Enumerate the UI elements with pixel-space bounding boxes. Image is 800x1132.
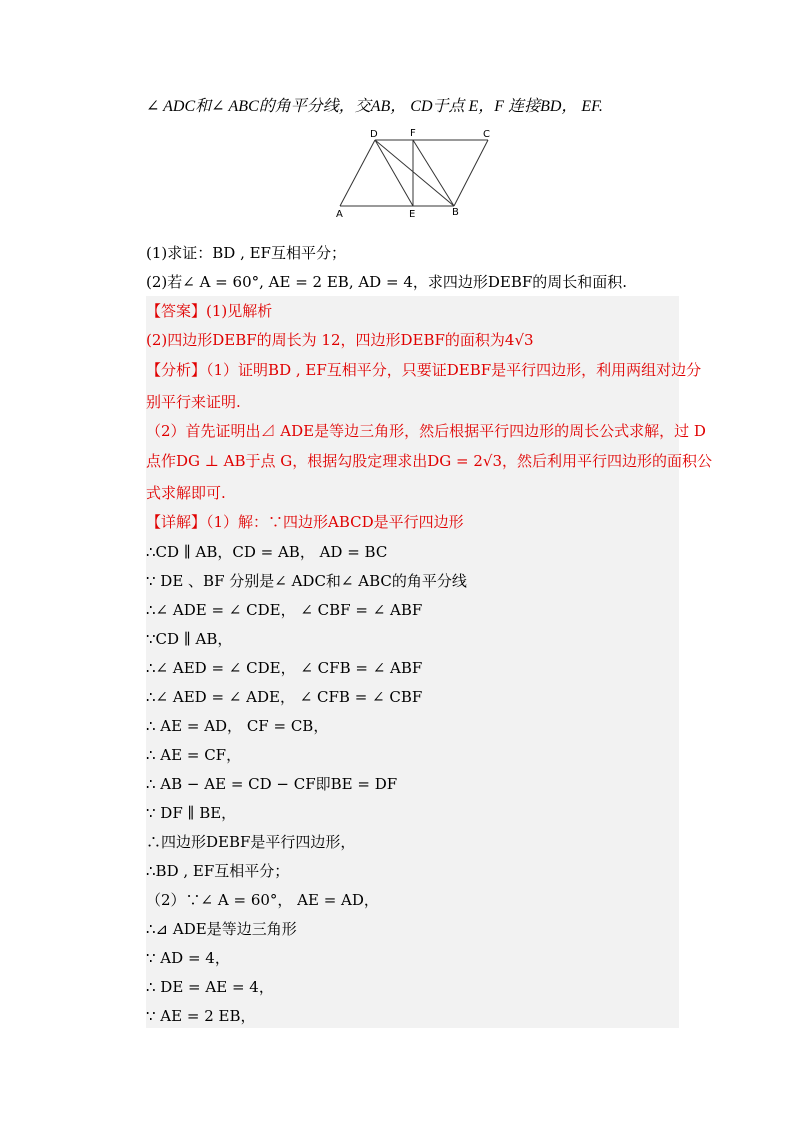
step-line: ∴ AE = AD， CF = CB， (146, 717, 329, 735)
analysis-line-2: 别平行来证明. (146, 393, 241, 411)
step-line: ∵ AE = 2 EB， (146, 1007, 256, 1025)
step-line: ∴∠ AED = ∠ CDE， ∠ CFB = ∠ ABF (146, 659, 423, 677)
step-line: ∴BD , EF互相平分； (146, 862, 290, 880)
detail-heading: 【详解】（1）解：∵四边形ABCD是平行四边形 (146, 513, 464, 531)
segment-FB (413, 140, 454, 206)
label-F: F (410, 128, 416, 139)
label-A: A (336, 209, 343, 220)
step-line: ∵ DE 、BF 分别是∠ ADC和∠ ABC的角平分线 (146, 572, 467, 590)
step-line: ∴ AE = CF， (146, 746, 242, 764)
step-line: ∴∠ ADE = ∠ CDE， ∠ CBF = ∠ ABF (146, 601, 423, 619)
segment-AD (340, 140, 375, 206)
step-line: ∵ AD = 4， (146, 949, 230, 967)
label-E: E (409, 209, 416, 220)
question-part2: (2)若∠ A = 60°, AE = 2 EB, AD = 4，求四边形DEBF的周长和面积. (146, 273, 628, 291)
step-line: ∴ DE = AE = 4， (146, 978, 274, 996)
answer-heading: 【答案】(1)见解析 (146, 302, 273, 320)
step-line: ∵CD ∥ AB， (146, 630, 233, 648)
step-line: ∴∠ AED = ∠ ADE， ∠ CFB = ∠ CBF (146, 688, 423, 706)
analysis-line-5: 式求解即可. (146, 484, 226, 502)
label-D: D (370, 129, 378, 140)
question-intro: ∠ ADC和∠ ABC的角平分线，交AB， CD于点 E，F 连接BD， EF. (146, 98, 603, 115)
step-line: ∵ DF ∥ BE， (146, 804, 237, 822)
question-part1: (1)求证：BD , EF互相平分； (146, 244, 346, 262)
analysis-line-4: 点作DG ⊥ AB于点 G，根据勾股定理求出DG = 2√3，然后利用平行四边形的面积公 (146, 452, 713, 470)
step-line: ∴CD ∥ AB，CD = AB， AD = BC (146, 543, 388, 561)
analysis-line-1: 【分析】（1）证明BD , EF互相平分，只要证DEBF是平行四边形，利用两组对边分 (146, 361, 702, 379)
parallelogram-figure (330, 126, 500, 221)
step-line: ∴⊿ ADE是等边三角形 (146, 920, 297, 938)
segment-DB (375, 140, 454, 206)
segment-BC (454, 140, 488, 206)
segment-DE (375, 140, 413, 206)
answer-part2: (2)四边形DEBF的周长为 12，四边形DEBF的面积为4√3 (146, 331, 534, 349)
step-line: ∴ AB − AE = CD − CF即BE = DF (146, 775, 398, 793)
label-C: C (483, 129, 490, 140)
step-line: （2）∵∠ A = 60°， AE = AD， (146, 891, 379, 909)
analysis-line-3: （2）首先证明出⊿ ADE是等边三角形，然后根据平行四边形的周长公式求解，过 D (146, 422, 706, 440)
label-B: B (452, 207, 459, 218)
step-line: ∴四边形DEBF是平行四边形， (146, 833, 356, 851)
